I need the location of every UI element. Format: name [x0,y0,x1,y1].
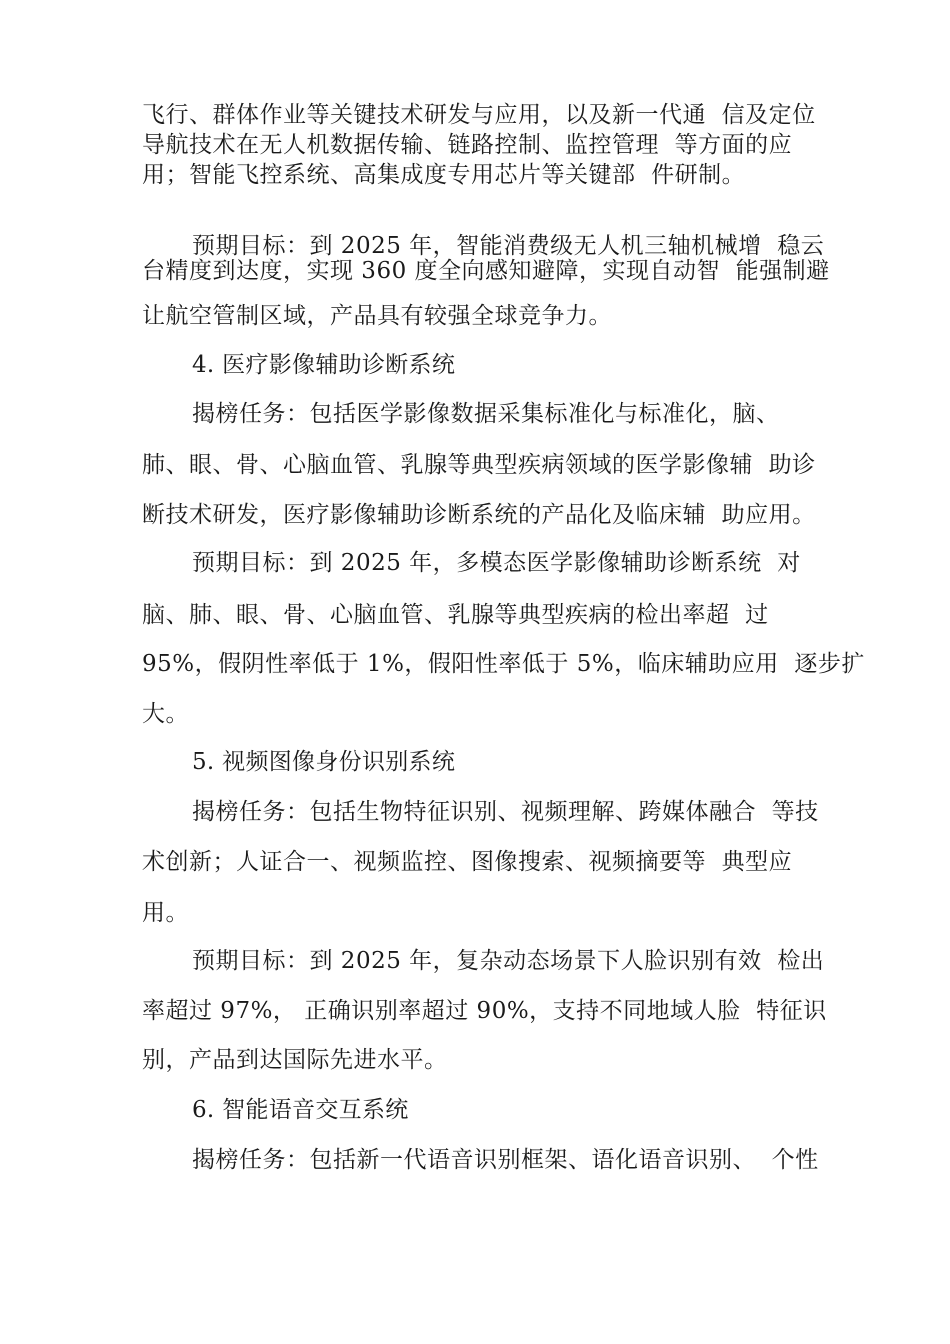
paragraph-line: 台精度到达度，实现 360 度全向感知避障，实现自动智 能强制避 [142,258,830,284]
paragraph-line: 让航空管制区域，产品具有较强全球竞争力。 [142,303,612,329]
paragraph-line: 揭榜任务：包括新一代语音识别框架、语化语音识别、 个性 [192,1147,819,1173]
paragraph-line: 预期目标：到 2025 年，复杂动态场景下人脸识别有效 检出 [192,948,825,974]
paragraph-line: 术创新；人证合一、视频监控、图像搜索、视频摘要等 典型应 [142,849,793,875]
paragraph-line: 95%，假阴性率低于 1%，假阳性率低于 5%，临床辅助应用 逐步扩 [142,651,865,677]
paragraph-line: 用。 [142,900,189,926]
paragraph-line: 揭榜任务：包括医学影像数据采集标准化与标准化，脑、 [192,401,780,427]
paragraph-line: 揭榜任务：包括生物特征识别、视频理解、跨媒体融合 等技 [192,799,819,825]
paragraph-line: 大。 [142,701,189,727]
section-heading: 4. 医疗影像辅助诊断系统 [192,352,456,378]
paragraph-line: 别，产品到达国际先进水平。 [142,1047,448,1073]
section-heading: 5. 视频图像身份识别系统 [192,749,456,775]
paragraph-line: 用；智能飞控系统、高集成度专用芯片等关键部 件研制。 [142,162,746,188]
paragraph-line: 预期目标：到 2025 年，智能消费级无人机三轴机械增 稳云 [192,233,825,259]
paragraph-line: 率超过 97%， 正确识别率超过 90%，支持不同地域人脸 特征识 [142,998,827,1024]
paragraph-line: 断技术研发，医疗影像辅助诊断系统的产品化及临床辅 助应用。 [142,502,816,528]
paragraph-line: 飞行、群体作业等关键技术研发与应用，以及新一代通 信及定位 [142,102,816,128]
paragraph-line: 预期目标：到 2025 年，多模态医学影像辅助诊断系统 对 [192,550,801,576]
paragraph-line: 导航技术在无人机数据传输、链路控制、监控管理 等方面的应 [142,132,793,158]
paragraph-line: 肺、眼、骨、心脑血管、乳腺等典型疾病领域的医学影像辅 助诊 [142,452,816,478]
paragraph-line: 脑、肺、眼、骨、心脑血管、乳腺等典型疾病的检出率超 过 [142,602,769,628]
section-heading: 6. 智能语音交互系统 [192,1097,409,1123]
